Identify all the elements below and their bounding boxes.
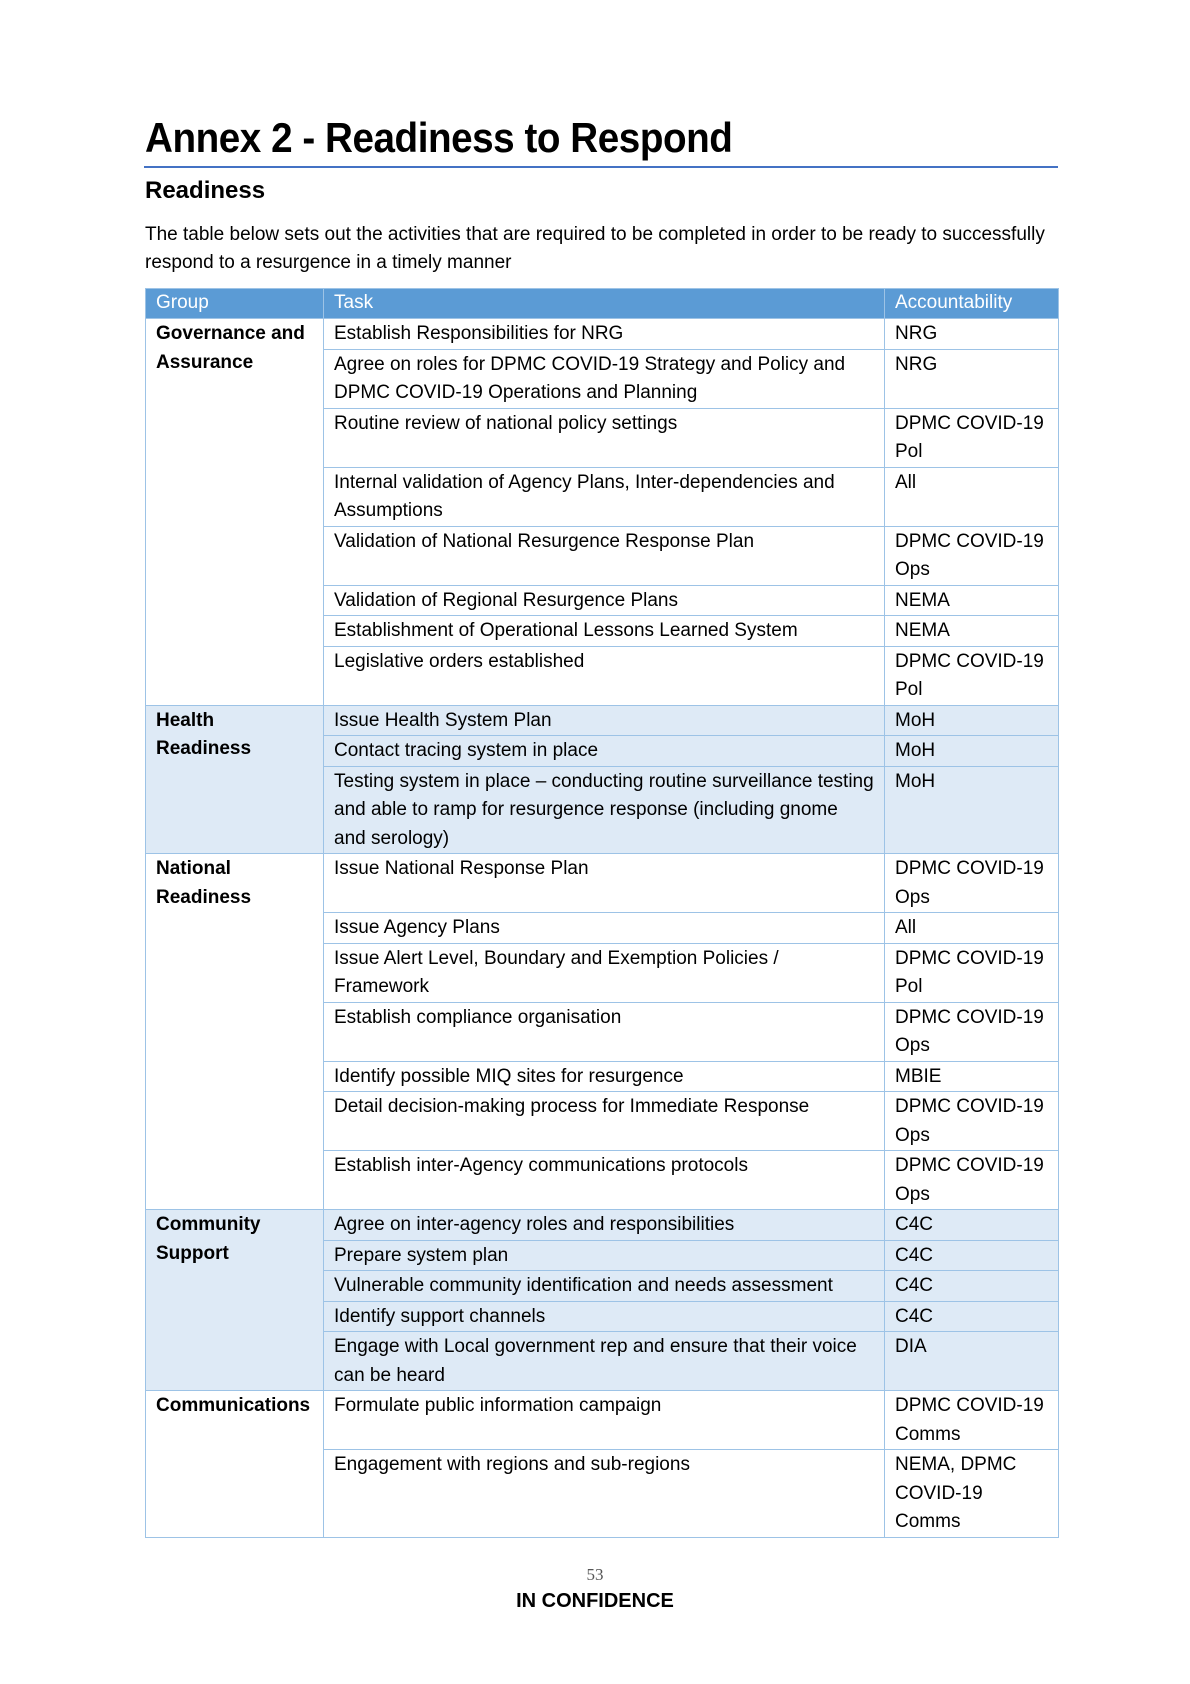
task-cell: Engage with Local government rep and ensure that their voice can be heard [324,1332,885,1391]
task-cell: Issue Alert Level, Boundary and Exemption Policies / Framework [324,943,885,1002]
task-cell: Validation of Regional Resurgence Plans [324,585,885,616]
table-row [146,319,1059,350]
accountability-cell: DPMC COVID-19 Ops [885,1092,1059,1151]
table-row [146,705,1059,736]
task-cell: Prepare system plan [324,1240,885,1271]
accountability-cell: C4C [885,1271,1059,1302]
task-cell: Routine review of national policy settings [324,408,885,467]
accountability-cell: NEMA [885,616,1059,647]
group-cell: Governance and Assurance [146,319,324,706]
task-cell: Internal validation of Agency Plans, Inter-dependencies and Assumptions [324,467,885,526]
accountability-cell: C4C [885,1240,1059,1271]
task-cell: Testing system in place – conducting routine surveillance testing and able to ramp for resurgence response (including gnome and serology) [324,766,885,854]
table-row [146,1391,1059,1450]
task-cell: Detail decision-making process for Immediate Response [324,1092,885,1151]
task-cell: Identify possible MIQ sites for resurgence [324,1061,885,1092]
header-task: Task [324,289,885,319]
group-cell: Health Readiness [146,705,324,854]
accountability-cell: MoH [885,705,1059,736]
accountability-cell: DPMC COVID-19 Ops [885,1151,1059,1210]
readiness-table [145,288,1059,1538]
task-cell: Identify support channels [324,1301,885,1332]
accountability-cell: All [885,467,1059,526]
task-cell: Engagement with regions and sub-regions [324,1450,885,1538]
accountability-cell: C4C [885,1210,1059,1241]
task-cell: Agree on roles for DPMC COVID-19 Strategy and Policy and DPMC COVID-19 Operations and Planning [324,349,885,408]
accountability-cell: DPMC COVID-19 Pol [885,408,1059,467]
task-cell: Establishment of Operational Lessons Learned System [324,616,885,647]
table-body [146,319,1059,1538]
accountability-cell: DPMC COVID-19 Ops [885,1002,1059,1061]
classification-label: IN CONFIDENCE [516,1590,674,1612]
title-underline [144,166,1058,168]
task-cell: Establish inter-Agency communications protocols [324,1151,885,1210]
group-cell: National Readiness [146,854,324,1210]
task-cell: Issue Agency Plans [324,913,885,944]
accountability-cell: MoH [885,736,1059,767]
header-group: Group [146,289,324,319]
accountability-cell: DPMC COVID-19 Ops [885,854,1059,913]
accountability-cell: DPMC COVID-19 Ops [885,526,1059,585]
accountability-cell: DPMC COVID-19 Comms [885,1391,1059,1450]
task-cell: Agree on inter-agency roles and responsibilities [324,1210,885,1241]
group-cell: Communications [146,1391,324,1538]
task-cell: Vulnerable community identification and needs assessment [324,1271,885,1302]
task-cell: Establish Responsibilities for NRG [324,319,885,350]
page-number: 53 [586,1565,604,1584]
intro-paragraph: The table below sets out the activities that are required to be completed in order to be ready to successfully respond to a resurgence in a timely manner [145,224,1045,273]
accountability-cell: MoH [885,766,1059,854]
accountability-cell: DIA [885,1332,1059,1391]
task-cell: Contact tracing system in place [324,736,885,767]
header-accountability: Accountability [885,289,1059,319]
accountability-cell: NEMA, DPMC COVID-19 Comms [885,1450,1059,1538]
table-header-row [146,289,1059,319]
page-title: Annex 2 - Readiness to Respond [145,114,733,161]
task-cell: Establish compliance organisation [324,1002,885,1061]
task-cell: Legislative orders established [324,646,885,705]
accountability-cell: NEMA [885,585,1059,616]
accountability-cell: NRG [885,319,1059,350]
task-cell: Formulate public information campaign [324,1391,885,1450]
table-row [146,854,1059,913]
accountability-cell: NRG [885,349,1059,408]
group-cell: Community Support [146,1210,324,1391]
task-cell: Issue Health System Plan [324,705,885,736]
section-heading: Readiness [145,177,266,204]
accountability-cell: All [885,913,1059,944]
accountability-cell: MBIE [885,1061,1059,1092]
task-cell: Validation of National Resurgence Response Plan [324,526,885,585]
task-cell: Issue National Response Plan [324,854,885,913]
table-row [146,1210,1059,1241]
accountability-cell: C4C [885,1301,1059,1332]
accountability-cell: DPMC COVID-19 Pol [885,646,1059,705]
accountability-cell: DPMC COVID-19 Pol [885,943,1059,1002]
